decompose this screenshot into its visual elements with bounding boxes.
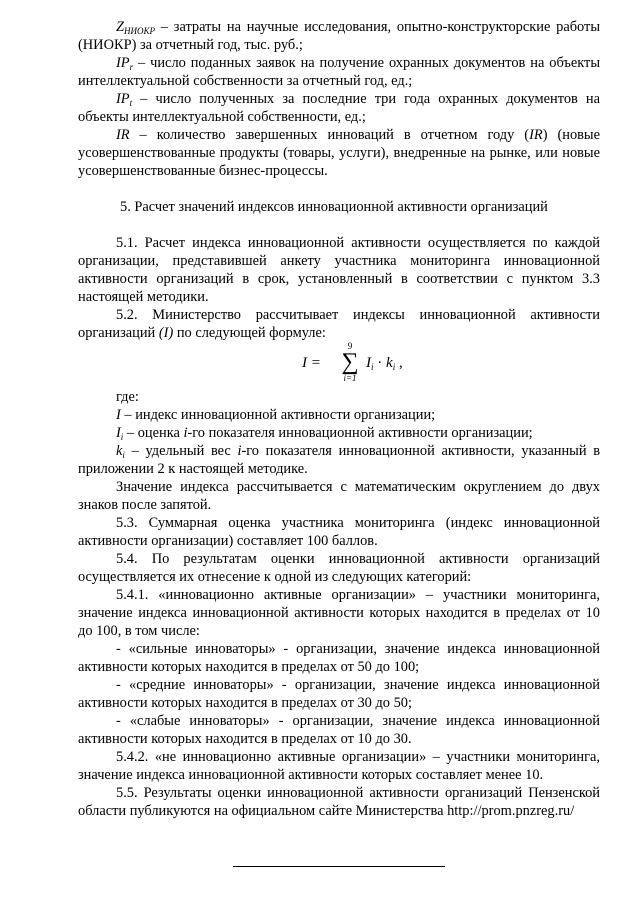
ipt-subscript: t: [129, 98, 133, 108]
formula-dot: ·: [373, 355, 387, 371]
summation: [339, 342, 361, 383]
formula-term-i: I: [366, 355, 371, 371]
ir-symbol: IR: [116, 127, 130, 143]
ir-text-1: – количество завершенных инноваций в отчетном году (: [129, 127, 530, 143]
summation-sign: ∑: [341, 349, 359, 375]
paragraph-5-3: 5.3. Суммарная оценка участника мониторинга (индекс инновационной активности организации) составляет 100 баллов.: [78, 515, 600, 549]
ipr-text: – число поданных заявок на получение охранных документов на объекты интеллектуальной собственности за отчетный год, ед.;: [78, 55, 600, 89]
formula-lhs: I =: [302, 355, 321, 371]
paragraph-5-4-1: 5.4.1. «инновационно активные организации» – участники мониторинга, значение индекса инновационной активности которых находится в пределах от 10 до 100, в том числе:: [78, 587, 600, 639]
footer-divider: [233, 866, 445, 867]
z-subscript: НИОКР: [124, 26, 155, 36]
p5-2-text-b: по следующей формуле:: [173, 325, 326, 341]
p5-2-text-a: 5.2. Министерство рассчитывает индексы инновационной активности организаций: [78, 307, 600, 341]
document-page: [78, 18, 600, 820]
paragraph-5-1: 5.1. Расчет индекса инновационной активности осуществляется по каждой организации, представившей анкету участника мониторинга инновационной активности организаций в срок, установленный в соответствии с пунктом 3.3 настоящей методики.: [78, 235, 600, 305]
ir-symbol-inline: IR: [529, 127, 543, 143]
paragraph-5-5: 5.5. Результаты оценки инновационной активности организаций Пензенской области публикуются на официальном сайте Министерства http://prom.pnzreg.ru/: [78, 785, 600, 819]
definition-ipr: [78, 54, 600, 90]
paragraph-5-4-2: 5.4.2. «не инновационно активные организации» – участники мониторинга, значение индекса инновационной активности которых составляет менее 10.: [78, 749, 600, 783]
z-text: – затраты на научные исследования, опытно-конструкторские работы (НИОКР) за отчетный год, тыс. руб.;: [78, 19, 600, 53]
weight-symbol-sub: i: [122, 450, 125, 460]
score-symbol: I: [116, 425, 121, 441]
formula-tail: ,: [395, 355, 403, 371]
weight-text-b: -го показателя инновационной активности, указанный в приложении 2 к настоящей методике.: [78, 443, 600, 477]
summation-lower-limit: i=1: [343, 373, 357, 383]
formula-term-k-sub: i: [392, 362, 396, 372]
formula-rhs: [366, 354, 403, 372]
formula-term-i-sub: i: [371, 362, 374, 372]
where-label: где:: [116, 389, 139, 405]
definition-ipt: [78, 90, 600, 126]
p5-2-symbol: (I): [158, 325, 174, 341]
category-weak: - «слабые инноваторы» - организации, значение индекса инновационной активности которых находится в пределах от 10 до 30.: [78, 713, 600, 747]
index-definition-text: – индекс инновационной активности организации;: [120, 407, 436, 423]
paragraph-5-2: [78, 306, 600, 342]
ipt-text: – число полученных за последние три года охранных документов на объекты интеллектуальной собственности, ед.;: [78, 91, 600, 125]
definition-ir: [78, 126, 600, 180]
definition-index: [78, 406, 600, 424]
score-i: i: [183, 425, 188, 441]
definition-weight: [78, 442, 600, 478]
ir-text-2: ) (новые усовершенствованные продукты (товары, услуги), внедренные на рынке, или новые усовершенствованные бизнес-процессы.: [78, 127, 600, 179]
ipr-symbol: IP: [116, 55, 130, 71]
definition-z: [78, 18, 600, 54]
ipt-symbol: IP: [116, 91, 130, 107]
section-heading: 5. Расчет значений индексов инновационной активности организаций: [120, 199, 548, 215]
score-text-b: -го показателя инновационной активности организации;: [187, 425, 533, 441]
index-symbol: I: [116, 407, 121, 423]
weight-i: i: [237, 443, 242, 459]
definition-score: [78, 424, 600, 442]
score-text-a: – оценка: [123, 425, 184, 441]
weight-text-a: – удельный вес: [124, 443, 238, 459]
summation-upper-limit: 9: [347, 341, 353, 351]
ipr-subscript: r: [129, 62, 134, 72]
category-strong: - «сильные инноваторы» - организации, значение индекса инновационной активности которых находится в пределах от 50 до 100;: [78, 641, 600, 675]
formula-term-k: k: [386, 355, 393, 371]
z-symbol: Z: [116, 19, 125, 35]
weight-symbol: k: [116, 443, 123, 459]
category-medium: - «средние инноваторы» - организации, значение индекса инновационной активности которых находится в пределах от 30 до 50;: [78, 677, 600, 711]
score-symbol-sub: i: [120, 432, 124, 442]
paragraph-5-4: 5.4. По результатам оценки инновационной активности организаций осуществляется их отнесение к одной из следующих категорий:: [78, 551, 600, 585]
rounding-note: Значение индекса рассчитывается с математическим округлением до двух знаков после запятой.: [78, 479, 600, 513]
index-formula: [78, 342, 600, 388]
